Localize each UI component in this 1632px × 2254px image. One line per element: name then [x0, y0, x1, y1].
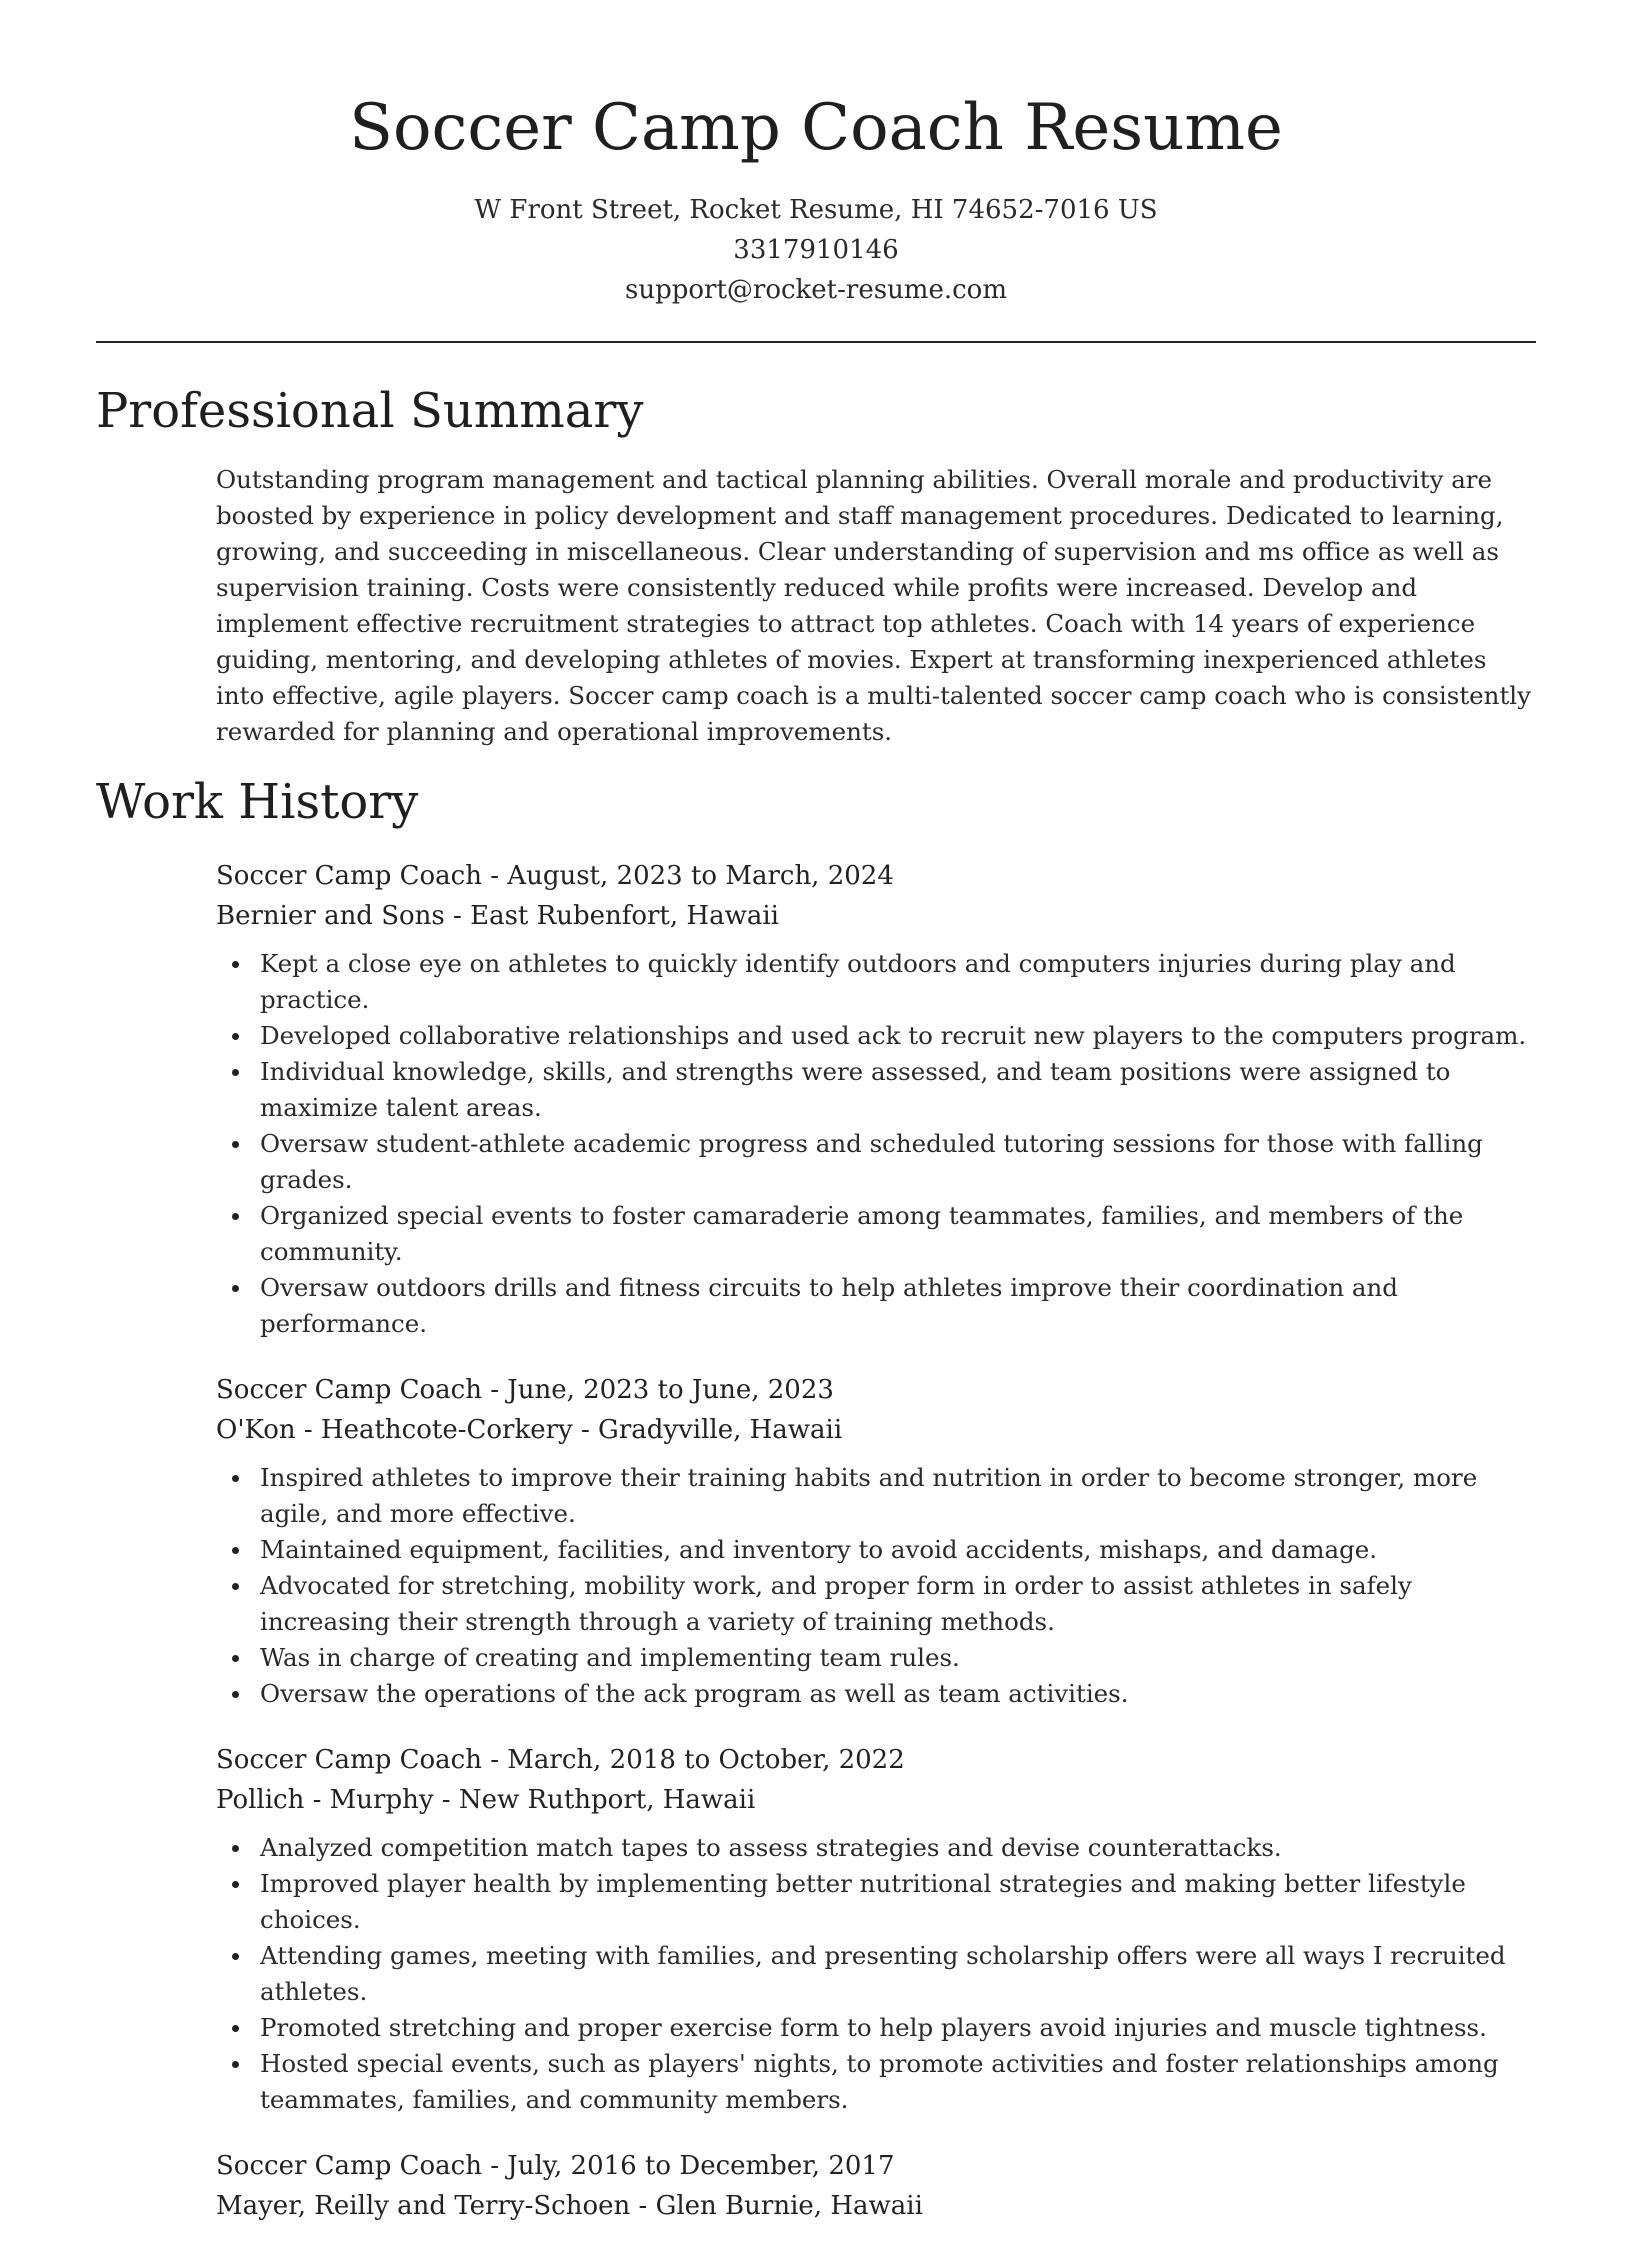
summary-text: Outstanding program management and tactical planning abilities. Overall morale and productivity are boosted by experience in policy development and staff management procedures. Dedicated to learning, growing, and succeeding in miscellaneous. Clear understanding of supervision and ms office as well as supervision training. Costs were consistently reduced while profits were increased. Develop and implement effective recruitment strategies to attract top athletes. Coach with 14 years of experience guiding, mentoring, and developing athletes of movies. Expert at transforming inexperienced athletes into effective, agile players. Soccer camp coach is a multi-talented soccer camp coach who is consistently rewarded for planning and operational improvements.: [216, 465, 1531, 746]
header-divider: [96, 341, 1536, 343]
job-bullet: Hosted special events, such as players' nights, to promote activities and foster relationships among teammates, families, and community members.: [260, 2046, 1540, 2118]
job-company: Mayer, Reilly and Terry-Schoen: [216, 2191, 631, 2221]
job-bullet: Individual knowledge, skills, and strengths were assessed, and team positions were assigned to maximize talent areas.: [260, 1054, 1540, 1126]
job-bullet: Inspired athletes to improve their training habits and nutrition in order to become stronger, more agile, and more effective.: [260, 1460, 1540, 1532]
job-dates: - July, 2016 to December, 2017: [481, 2151, 895, 2181]
job-company-line: [216, 2186, 1540, 2226]
job-location: - Gradyville, Hawaii: [572, 1415, 843, 1445]
job-company-line: [216, 1410, 1540, 1450]
job-bullet: Oversaw outdoors drills and fitness circuits to help athletes improve their coordination and performance.: [260, 1270, 1540, 1342]
job-entry: [216, 1740, 1540, 2118]
job-title-line: [216, 856, 1540, 896]
job-title-line: [216, 2146, 1540, 2186]
job-title-line: [216, 1370, 1540, 1410]
job-bullet-list: [216, 1830, 1540, 2118]
job-bullet: Improved player health by implementing better nutritional strategies and making better lifestyle choices.: [260, 1866, 1540, 1938]
job-dates: - March, 2018 to October, 2022: [481, 1745, 905, 1775]
work-history-heading: Work History: [96, 774, 419, 830]
job-entry: [216, 1370, 1540, 1712]
job-company: Bernier and Sons: [216, 901, 445, 931]
job-role: Soccer Camp Coach: [216, 861, 482, 891]
job-bullet-list: [216, 1460, 1540, 1712]
contact-email: support@rocket-resume.com: [624, 275, 1007, 305]
job-location: - Glen Burnie, Hawaii: [630, 2191, 923, 2221]
job-role: Soccer Camp Coach: [216, 1375, 482, 1405]
job-bullet: Organized special events to foster camaraderie among teammates, families, and members of the community.: [260, 1198, 1540, 1270]
job-role: Soccer Camp Coach: [216, 1745, 482, 1775]
job-location: - East Rubenfort, Hawaii: [444, 901, 779, 931]
job-dates: - August, 2023 to March, 2024: [481, 861, 894, 891]
job-bullet-list: [216, 946, 1540, 1342]
job-bullet: Advocated for stretching, mobility work, and proper form in order to assist athletes in safely increasing their strength through a variety of training methods.: [260, 1568, 1540, 1640]
job-location: - New Ruthport, Hawaii: [433, 1785, 756, 1815]
job-company-line: [216, 896, 1540, 936]
job-bullet: Was in charge of creating and implementing team rules.: [260, 1640, 1540, 1676]
contact-phone: 3317910146: [733, 235, 899, 265]
job-bullet: Maintained equipment, facilities, and inventory to avoid accidents, mishaps, and damage.: [260, 1532, 1540, 1568]
job-bullet: Kept a close eye on athletes to quickly identify outdoors and computers injuries during play and practice.: [260, 946, 1540, 1018]
job-entry: [216, 856, 1540, 1342]
job-title-line: [216, 1740, 1540, 1780]
contact-block: [0, 190, 1632, 310]
resume-header: [0, 0, 1632, 310]
job-bullet: Oversaw the operations of the ack program as well as team activities.: [260, 1676, 1540, 1712]
job-bullet: Attending games, meeting with families, and presenting scholarship offers were all ways I recruited athletes.: [260, 1938, 1540, 2010]
job-list: [216, 856, 1540, 2254]
job-bullet: Developed collaborative relationships and used ack to recruit new players to the computers program.: [260, 1018, 1540, 1054]
job-company: Pollich - Murphy: [216, 1785, 434, 1815]
job-bullet: Promoted stretching and proper exercise form to help players avoid injuries and muscle tightness.: [260, 2010, 1540, 2046]
summary-heading: Professional Summary: [96, 383, 644, 439]
job-bullet: Oversaw student-athlete academic progress and scheduled tutoring sessions for those with falling grades.: [260, 1126, 1540, 1198]
job-company: O'Kon - Heathcote-Corkery: [216, 1415, 573, 1445]
resume-title: Soccer Camp Coach Resume: [349, 91, 1283, 165]
job-company-line: [216, 1780, 1540, 1820]
job-dates: - June, 2023 to June, 2023: [481, 1375, 834, 1405]
job-role: Soccer Camp Coach: [216, 2151, 482, 2181]
job-entry: [216, 2146, 1540, 2226]
contact-address: W Front Street, Rocket Resume, HI 74652-7016 US: [474, 195, 1158, 225]
job-bullet: Analyzed competition match tapes to assess strategies and devise counterattacks.: [260, 1830, 1540, 1866]
